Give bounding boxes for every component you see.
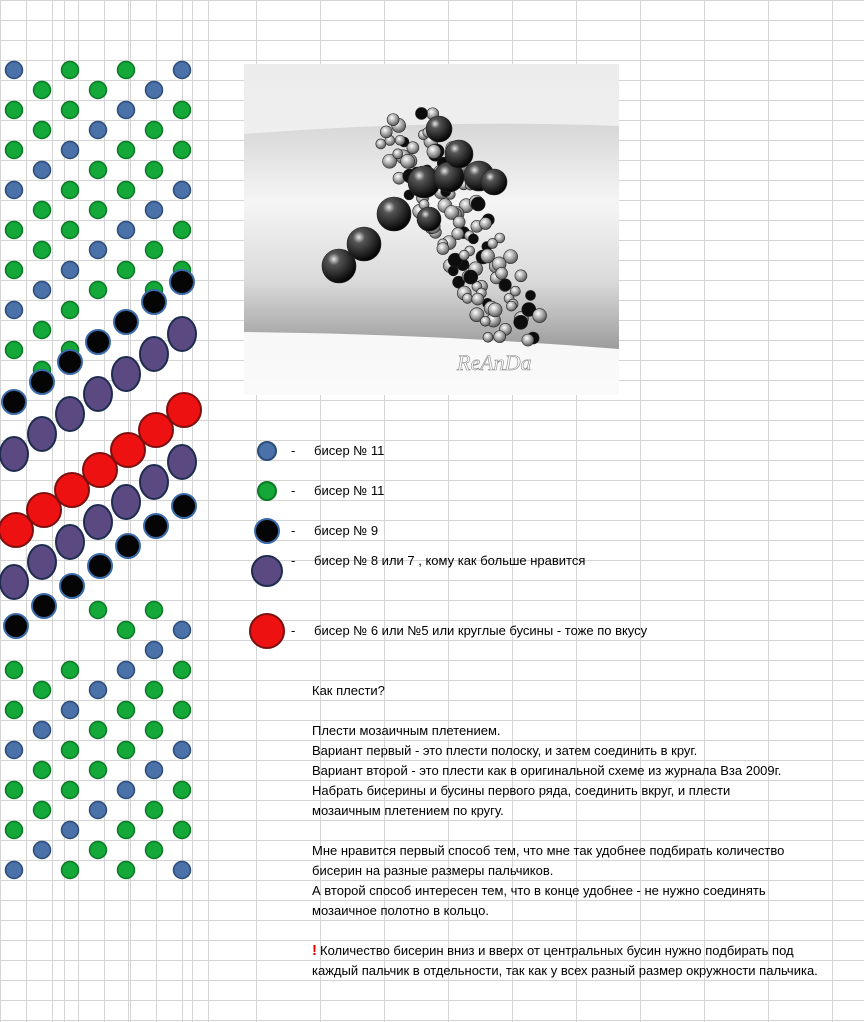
scheme-bead: [6, 262, 23, 279]
scheme-bead: [140, 337, 168, 371]
scheme-bead: [146, 762, 163, 779]
legend-dash: -: [291, 483, 296, 498]
scheme-bead: [118, 222, 135, 239]
scheme-bead: [118, 702, 135, 719]
scheme-bead: [34, 82, 51, 99]
scheme-bead: [6, 222, 23, 239]
scheme-bead: [114, 310, 138, 334]
ring-bead: [427, 145, 441, 159]
note-line: [312, 941, 794, 961]
ring-bead: [426, 116, 452, 142]
ring-bead: [471, 197, 485, 211]
scheme-bead: [34, 762, 51, 779]
scheme-bead: [62, 302, 79, 319]
legend-dash: -: [291, 523, 296, 538]
ring-bead: [506, 301, 516, 311]
bead-icon: [257, 481, 277, 501]
scheme-bead: [6, 862, 23, 879]
scheme-bead: [6, 62, 23, 79]
scheme-bead: [90, 282, 107, 299]
scheme-bead: [90, 762, 107, 779]
legend-label: бисер № 11: [314, 443, 385, 458]
ring-bead: [377, 197, 411, 231]
scheme-bead: [62, 862, 79, 879]
scheme-bead: [34, 802, 51, 819]
scheme-bead: [146, 162, 163, 179]
legend-row: [244, 611, 844, 651]
scheme-bead: [90, 802, 107, 819]
paragraph-line: Набрать бисерины и бусины первого ряда, соединить вкруг, и плести: [312, 783, 731, 798]
scheme-bead: [118, 182, 135, 199]
scheme-bead: [90, 682, 107, 699]
scheme-bead: [84, 377, 112, 411]
ring-bead: [515, 270, 527, 282]
scheme-bead: [90, 162, 107, 179]
paragraph-line: Вариант второй - это плести как в оригинальной схеме из журнала Вза 2009г.: [312, 763, 782, 778]
scheme-bead: [90, 122, 107, 139]
paragraph-line: Мне нравится первый способ тем, что мне так удобнее подбирать количество: [312, 843, 785, 858]
scheme-bead: [146, 722, 163, 739]
bead-icon: [249, 613, 285, 649]
scheme-bead: [174, 822, 191, 839]
bead-icon: [251, 555, 283, 587]
scheme-bead: [174, 742, 191, 759]
legend-dash: -: [291, 443, 296, 458]
scheme-bead: [34, 722, 51, 739]
ring-bead: [376, 139, 386, 149]
scheme-bead: [4, 614, 28, 638]
legend-dash: -: [291, 553, 296, 568]
ring-bead: [514, 315, 528, 329]
scheme-bead: [118, 662, 135, 679]
ring-bead: [393, 149, 403, 159]
scheme-bead: [6, 342, 23, 359]
scheme-bead: [34, 122, 51, 139]
scheme-bead: [116, 534, 140, 558]
scheme-bead: [174, 862, 191, 879]
scheme-bead: [84, 505, 112, 539]
scheme-bead: [6, 702, 23, 719]
scheme-bead: [146, 602, 163, 619]
scheme-bead: [174, 182, 191, 199]
scheme-bead: [62, 142, 79, 159]
scheme-bead: [6, 142, 23, 159]
bead-icon: [257, 441, 277, 461]
scheme-bead: [118, 622, 135, 639]
ring-bead: [522, 334, 534, 346]
ring-bead: [347, 227, 381, 261]
ring-bead: [480, 316, 490, 326]
note-text: Количество бисерин вниз и вверх от центральных бусин нужно подбирать под: [320, 943, 794, 958]
scheme-bead: [170, 270, 194, 294]
scheme-bead: [174, 622, 191, 639]
legend-row: [244, 431, 844, 471]
ring-bead: [395, 135, 405, 145]
scheme-bead: [55, 473, 89, 507]
scheme-bead: [118, 862, 135, 879]
scheme-bead: [174, 142, 191, 159]
ring-bead: [401, 154, 415, 168]
scheme-bead: [146, 802, 163, 819]
ring-bead: [459, 250, 469, 260]
ring-bead: [494, 331, 506, 343]
paragraph-line: Плести мозаичным плетением.: [312, 723, 501, 738]
ring-bead: [472, 293, 484, 305]
paragraph-line: мозаичное полотно в кольцо.: [312, 903, 489, 918]
ring-bead: [480, 217, 492, 229]
scheme-bead: [34, 682, 51, 699]
scheme-bead: [34, 842, 51, 859]
scheme-bead: [83, 453, 117, 487]
scheme-bead: [86, 330, 110, 354]
scheme-bead: [112, 357, 140, 391]
scheme-bead: [28, 417, 56, 451]
ring-bead: [380, 126, 392, 138]
scheme-bead: [32, 594, 56, 618]
scheme-bead: [90, 602, 107, 619]
ring-bead: [407, 142, 419, 154]
photo-watermark: ReAnDa: [457, 350, 532, 375]
scheme-bead: [172, 494, 196, 518]
ring-bead: [499, 279, 511, 291]
scheme-bead: [90, 722, 107, 739]
ring-bead: [437, 243, 449, 255]
scheme-bead: [118, 102, 135, 119]
legend-label: бисер № 9: [314, 523, 379, 538]
ring-bead: [445, 140, 473, 168]
scheme-bead: [174, 102, 191, 119]
ring-bead: [488, 238, 498, 248]
scheme-bead: [0, 437, 28, 471]
scheme-bead: [118, 62, 135, 79]
scheme-bead: [6, 782, 23, 799]
beading-scheme: [0, 0, 232, 1022]
ring-bead: [448, 266, 458, 276]
scheme-bead: [140, 465, 168, 499]
scheme-bead: [34, 202, 51, 219]
scheme-bead: [62, 182, 79, 199]
scheme-bead: [6, 822, 23, 839]
scheme-bead: [90, 202, 107, 219]
legend-label: бисер № 8 или 7 , кому как больше нравится: [314, 553, 586, 568]
legend-label: бисер № 6 или №5 или круглые бусины - тоже по вкусу: [314, 623, 648, 638]
ring-bead: [481, 169, 507, 195]
scheme-bead: [88, 554, 112, 578]
scheme-bead: [56, 525, 84, 559]
scheme-bead: [174, 782, 191, 799]
scheme-bead: [118, 822, 135, 839]
ring-bead: [468, 234, 478, 244]
ring-bead: [510, 286, 520, 296]
scheme-bead: [146, 202, 163, 219]
scheme-bead: [90, 842, 107, 859]
scheme-bead: [60, 574, 84, 598]
scheme-bead: [0, 565, 28, 599]
scheme-bead: [174, 662, 191, 679]
scheme-bead: [6, 742, 23, 759]
scheme-bead: [34, 162, 51, 179]
scheme-bead: [62, 62, 79, 79]
ring-bead: [453, 216, 465, 228]
scheme-bead: [144, 514, 168, 538]
scheme-bead: [146, 242, 163, 259]
scheme-bead: [34, 322, 51, 339]
scheme-bead: [56, 397, 84, 431]
scheme-bead: [142, 290, 166, 314]
scheme-bead: [27, 493, 61, 527]
scheme-bead: [28, 545, 56, 579]
scheme-bead: [168, 445, 196, 479]
legend-row: [244, 551, 844, 591]
scheme-bead: [2, 390, 26, 414]
scheme-bead: [62, 102, 79, 119]
scheme-bead: [174, 702, 191, 719]
scheme-bead: [62, 822, 79, 839]
scheme-bead: [146, 122, 163, 139]
ring-bead: [526, 290, 536, 300]
legend-row: [244, 511, 844, 551]
scheme-bead: [58, 350, 82, 374]
scheme-bead: [34, 242, 51, 259]
scheme-bead: [168, 317, 196, 351]
ring-bead: [417, 207, 441, 231]
ring-bead: [488, 303, 502, 317]
paragraph-line: А второй способ интересен тем, что в конце удобнее - не нужно соединять: [312, 883, 766, 898]
scheme-bead: [62, 262, 79, 279]
scheme-bead: [174, 62, 191, 79]
ring-bead: [483, 332, 493, 342]
ring-bead: [387, 114, 399, 126]
paragraph-line: бисерин на разные размеры пальчиков.: [312, 863, 554, 878]
legend-row: [244, 471, 844, 511]
scheme-bead: [146, 642, 163, 659]
legend-label: бисер № 11: [314, 483, 385, 498]
scheme-bead: [90, 242, 107, 259]
ring-photo: [244, 64, 619, 395]
bead-icon: [254, 518, 280, 544]
scheme-bead: [34, 282, 51, 299]
scheme-bead: [111, 433, 145, 467]
scheme-bead: [174, 222, 191, 239]
ring-bead: [452, 228, 464, 240]
scheme-bead: [30, 370, 54, 394]
exclamation-mark: !: [312, 942, 317, 959]
ring-bead: [464, 270, 478, 284]
scheme-bead: [118, 262, 135, 279]
scheme-bead: [6, 662, 23, 679]
scheme-bead: [90, 82, 107, 99]
scheme-bead: [62, 222, 79, 239]
scheme-bead: [118, 742, 135, 759]
scheme-bead: [118, 142, 135, 159]
scheme-bead: [62, 702, 79, 719]
scheme-bead: [62, 742, 79, 759]
scheme-bead: [6, 102, 23, 119]
legend-dash: -: [291, 623, 296, 638]
scheme-bead: [112, 485, 140, 519]
note-line: каждый пальчик в отдельности, так как у всех разный размер окружности пальчика.: [312, 963, 818, 978]
scheme-bead: [146, 842, 163, 859]
scheme-bead: [62, 662, 79, 679]
ring-bead: [533, 309, 547, 323]
scheme-bead: [6, 302, 23, 319]
ring-bead: [496, 267, 508, 279]
question-heading: Как плести?: [312, 683, 385, 698]
paragraph-line: мозаичным плетением по кругу.: [312, 803, 504, 818]
scheme-bead: [146, 82, 163, 99]
scheme-bead: [139, 413, 173, 447]
scheme-bead: [167, 393, 201, 427]
scheme-bead: [118, 782, 135, 799]
scheme-bead: [146, 682, 163, 699]
ring-bead: [462, 293, 472, 303]
ring-bead: [416, 107, 428, 119]
scheme-bead: [62, 782, 79, 799]
paragraph-line: Вариант первый - это плести полоску, и затем соединить в круг.: [312, 743, 698, 758]
scheme-bead: [6, 182, 23, 199]
